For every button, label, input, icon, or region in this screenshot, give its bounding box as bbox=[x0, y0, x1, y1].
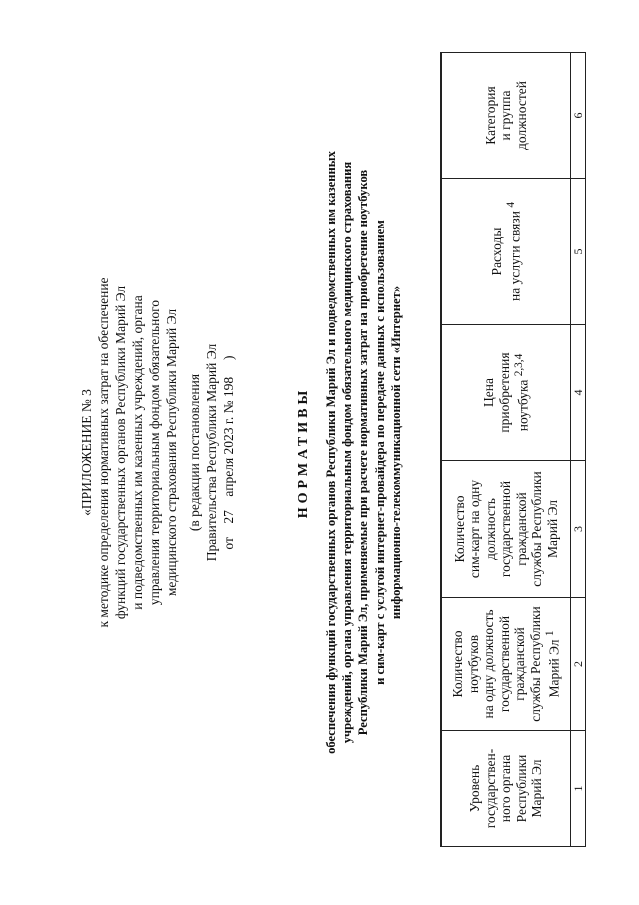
subtitle-line: и сим-карт с услугой интернет-провайдера по передаче данных с использованием bbox=[372, 220, 387, 685]
column-number: 2 bbox=[571, 598, 586, 731]
table-header-row bbox=[441, 53, 571, 847]
header-government-level: Уровень государствен- ного органа Республики Марий Эл bbox=[441, 731, 571, 847]
header-position-category: Категория и группа должностей bbox=[441, 53, 571, 179]
edition-line: (в редакции постановления bbox=[187, 373, 202, 532]
date-day: 27 bbox=[221, 510, 236, 524]
footnote-ref: 4 bbox=[505, 202, 518, 208]
header-communication-costs: Расходы на услуги связи $^4$ bbox=[441, 179, 571, 325]
header-simcards-count: Количество сим-карт на одну должность государственной гражданской службы Республики Марий Эл bbox=[441, 461, 571, 598]
date-rest: апреля 2023 г. № bbox=[221, 400, 236, 497]
footnote-ref: 1 bbox=[544, 630, 556, 637]
subtitle-line: обеспечения функций государственных органов Республики Марий Эл и подведомственных им казенных bbox=[324, 151, 338, 754]
appendix-line: к методике определения нормативных затрат на обеспечение bbox=[96, 277, 111, 628]
edition-line: Правительства Республики Марий Эл bbox=[204, 343, 219, 562]
date-prefix: от bbox=[221, 537, 236, 550]
footnote-ref: 2,3,4 bbox=[513, 353, 525, 377]
date-close: ) bbox=[221, 355, 236, 360]
decree-number: 198 bbox=[221, 376, 236, 398]
appendix-line: управления территориальным фондом обязательного bbox=[147, 299, 162, 606]
column-number: 6 bbox=[571, 53, 586, 179]
column-number: 1 bbox=[571, 731, 586, 847]
column-number: 3 bbox=[571, 461, 586, 598]
header-laptops-count: Количество ноутбуков на одну должность государственной гражданской службы Республики Марий Эл $^1$ bbox=[441, 598, 571, 731]
column-number: 4 bbox=[571, 325, 586, 461]
appendix-line: функций государственных органов Республики Марий Эл bbox=[113, 285, 128, 620]
subtitle-line: информационно-телекоммуникационной сети «Интернет» bbox=[388, 285, 403, 620]
column-number: 5 bbox=[571, 179, 586, 325]
appendix-title: «ПРИЛОЖЕНИЕ № 3 bbox=[79, 389, 94, 516]
appendix-line: медицинского страхования Республики Марий Эл bbox=[164, 308, 179, 597]
subtitle-line: учреждений, органа управления территориальным фондом обязательного медицинского страхования bbox=[340, 161, 355, 744]
appendix-block bbox=[78, 0, 237, 905]
header-laptop-price: Цена приобретения ноутбука $^{2,3,4}$ bbox=[441, 325, 571, 461]
table-number-row bbox=[571, 53, 586, 847]
subtitle-line: Республики Марий Эл, применяемые при расчете нормативных затрат на приобретение ноутбуков bbox=[356, 169, 371, 736]
norms-table bbox=[440, 52, 586, 847]
document-heading: НОРМАТИВЫ bbox=[296, 386, 311, 519]
document-subtitle bbox=[323, 0, 404, 905]
appendix-line: и подведомственных им казенных учреждений, органа bbox=[130, 295, 145, 610]
decree-date-line bbox=[220, 0, 237, 905]
